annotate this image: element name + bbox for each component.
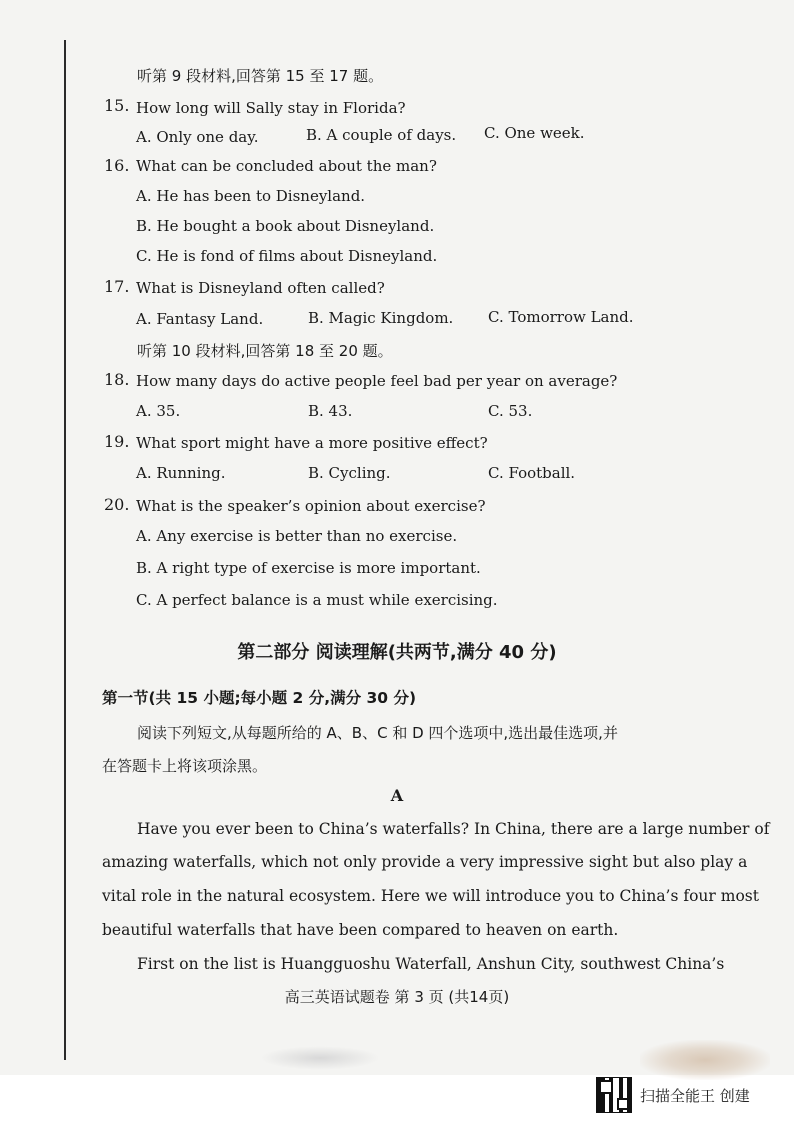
question-text: What is the speaker’s opinion about exercise?: [136, 497, 486, 515]
watermark-text: 扫描全能王 创建: [640, 1086, 750, 1105]
option-a: A. 35.: [136, 402, 181, 420]
passage-line: amazing waterfalls, which not only provide a very impressive sight but also play a: [102, 853, 748, 871]
option-c: C. He is fond of films about Disneyland.: [136, 247, 438, 265]
option-a: A. Running.: [136, 464, 226, 482]
option-b: B. He bought a book about Disneyland.: [136, 217, 435, 235]
listening-part-10-intro: 听第 10 段材料,回答第 18 至 20 题。: [137, 342, 393, 360]
instructions-line: 阅读下列短文,从每题所给的 A、B、C 和 D 四个选项中,选出最佳选项,并: [137, 724, 618, 742]
scan-smudge: [640, 1040, 770, 1080]
question-number: 18.: [104, 370, 130, 389]
question-number: 16.: [104, 156, 130, 175]
passage-line: First on the list is Huangguoshu Waterfall, Anshun City, southwest China’s: [137, 955, 725, 973]
option-b: B. A right type of exercise is more important.: [136, 559, 481, 577]
question-number: 19.: [104, 432, 130, 451]
margin-rule: [64, 40, 66, 1060]
scanner-watermark: [596, 1077, 750, 1113]
question-number: 17.: [104, 277, 130, 296]
question-text: What can be concluded about the man?: [136, 157, 437, 175]
option-b: B. A couple of days.: [306, 126, 457, 144]
passage-line: Have you ever been to China’s waterfalls? In China, there are a large number of: [137, 820, 770, 838]
passage-line: vital role in the natural ecosystem. Here we will introduce you to China’s four most: [102, 887, 759, 905]
option-b: B. 43.: [308, 402, 353, 420]
passage-label: A: [390, 786, 404, 805]
option-a: A. Fantasy Land.: [136, 310, 264, 328]
option-c: C. 53.: [488, 402, 533, 420]
passage-line: beautiful waterfalls that have been compared to heaven on earth.: [102, 921, 619, 939]
option-a: A. Any exercise is better than no exercise.: [136, 527, 458, 545]
option-a: A. Only one day.: [136, 128, 259, 146]
scan-smudge: [260, 1046, 380, 1070]
question-text: What sport might have a more positive effect?: [136, 434, 488, 452]
question-number: 15.: [104, 96, 130, 115]
part-two-heading: 第二部分 阅读理解(共两节,满分 40 分): [237, 642, 557, 663]
instructions-line: 在答题卡上将该项涂黑。: [102, 757, 268, 775]
option-c: C. Tomorrow Land.: [488, 308, 634, 326]
option-b: B. Cycling.: [308, 464, 391, 482]
option-b: B. Magic Kingdom.: [308, 309, 454, 327]
option-c: C. A perfect balance is a must while exercising.: [136, 591, 498, 609]
question-text: How long will Sally stay in Florida?: [136, 99, 406, 117]
page-footer: 高三英语试题卷 第 3 页 (共14页): [284, 988, 510, 1006]
question-number: 20.: [104, 495, 130, 514]
section-one-heading: 第一节(共 15 小题;每小题 2 分,满分 30 分): [102, 689, 417, 707]
option-c: C. One week.: [484, 124, 585, 142]
question-text: How many days do active people feel bad per year on average?: [136, 372, 618, 390]
listening-part-9-intro: 听第 9 段材料,回答第 15 至 17 题。: [137, 67, 384, 85]
question-text: What is Disneyland often called?: [136, 279, 385, 297]
option-a: A. He has been to Disneyland.: [136, 187, 366, 205]
option-c: C. Football.: [488, 464, 576, 482]
qr-code-icon: [596, 1077, 632, 1113]
